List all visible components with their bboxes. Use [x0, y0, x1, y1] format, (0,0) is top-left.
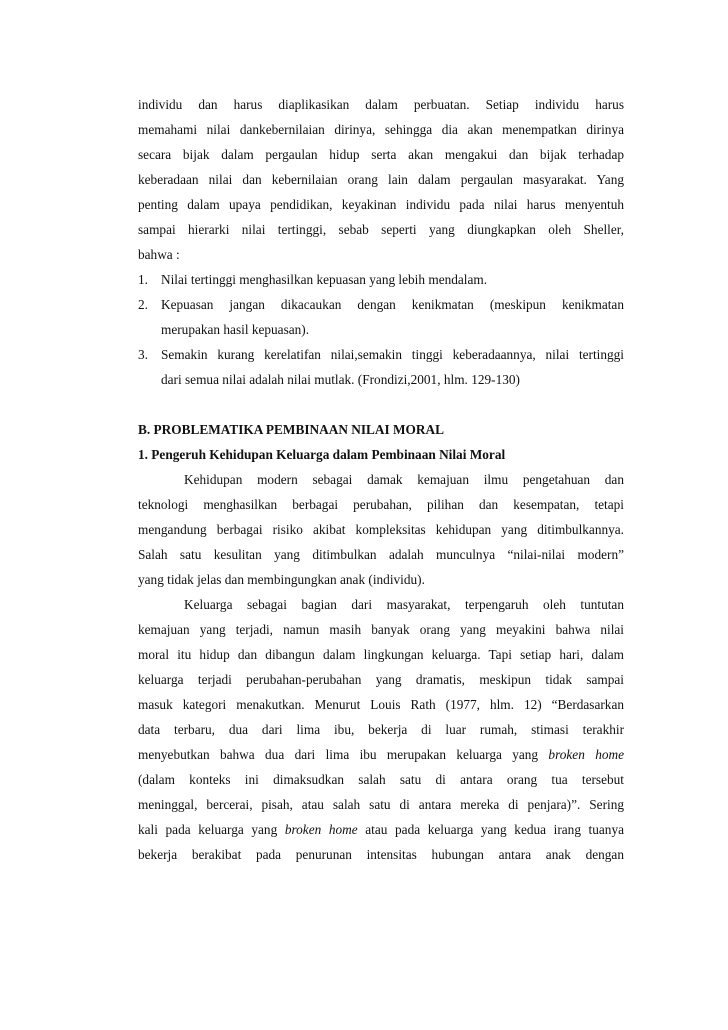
text-line: moral itu hidup dan dibangun dalam lingkungan keluarga. Tapi setiap hari, dalam	[138, 647, 624, 662]
document-page	[138, 92, 624, 867]
list-item-continuation: merupakan hasil kepuasan).	[161, 322, 310, 337]
list-item	[138, 292, 624, 317]
text-line: teknologi menghasilkan berbagai perubahan, pilihan dan kesempatan, tetapi	[138, 497, 624, 512]
text-line: memahami nilai dankebernilaian dirinya, sehingga dia akan menempatkan dirinya	[138, 122, 624, 137]
text-line: Keluarga sebagai bagian dari masyarakat, terpengaruh oleh tuntutan	[184, 597, 624, 612]
intro-paragraph	[138, 92, 624, 267]
section-subheading: 1. Pengeruh Kehidupan Keluarga dalam Pembinaan Nilai Moral	[138, 447, 506, 462]
list-item-continuation: dari semua nilai adalah nilai mutlak. (Frondizi,2001, hlm. 129-130)	[161, 372, 520, 387]
text-line: keberadaan nilai dan kebernilaian orang lain dalam pergaulan masyarakat. Yang	[138, 172, 624, 187]
text-segment: menyebutkan bahwa dua dari lima ibu merupakan keluarga yang	[138, 747, 549, 762]
numbered-list	[138, 267, 624, 392]
list-item	[138, 267, 624, 292]
text-line: masuk kategori menakutkan. Menurut Louis Rath (1977, hlm. 12) “Berdasarkan	[138, 697, 624, 712]
italic-term: broken home	[548, 747, 625, 762]
text-line: penting dalam upaya pendidikan, keyakinan individu pada nilai harus menyentuh	[138, 197, 624, 212]
text-line	[138, 817, 624, 842]
text-line: mengandung berbagai risiko akibat kompleksitas kehidupan yang ditimbulkannya.	[138, 522, 624, 537]
text-line: secara bijak dalam pergaulan hidup serta akan mengakui dan bijak terhadap	[138, 147, 624, 162]
text-line: meninggal, bercerai, pisah, atau salah satu di antara mereka di penjara)”. Sering	[138, 797, 624, 812]
list-item-text: Semakin kurang kerelatifan nilai,semakin tinggi keberadaannya, nilai tertinggi	[161, 347, 624, 362]
text-line	[138, 742, 624, 767]
section-heading: B. PROBLEMATIKA PEMBINAAN NILAI MORAL	[138, 422, 444, 437]
text-line: kemajuan yang terjadi, namun masih banyak orang yang meyakini bahwa nilai	[138, 622, 624, 637]
text-line: keluarga terjadi perubahan-perubahan yang dramatis, meskipun tidak sampai	[138, 672, 624, 687]
text-segment: atau pada keluarga yang kedua irang tuanya	[357, 822, 625, 837]
list-item	[138, 342, 624, 367]
text-line: data terbaru, dua dari lima ibu, bekerja di luar rumah, stimasi terakhir	[138, 722, 624, 737]
list-item-text: Nilai tertinggi menghasilkan kepuasan yang lebih mendalam.	[161, 272, 488, 287]
text-line: individu dan harus diaplikasikan dalam perbuatan. Setiap individu harus	[138, 97, 624, 112]
text-line: Salah satu kesulitan yang ditimbulkan adalah munculnya “nilai-nilai modern”	[138, 547, 624, 562]
text-line: Kehidupan modern sebagai damak kemajuan ilmu pengetahuan dan	[184, 472, 624, 487]
italic-term: broken home	[284, 822, 358, 837]
text-line: bahwa :	[138, 247, 180, 262]
text-line: sampai hierarki nilai tertinggi, sebab seperti yang diungkapkan oleh Sheller,	[138, 222, 624, 237]
paragraph-2	[138, 592, 624, 867]
list-number: 3.	[138, 347, 148, 362]
text-line: (dalam konteks ini dimaksudkan salah satu di antara orang tua tersebut	[138, 772, 624, 787]
list-number: 1.	[138, 272, 148, 287]
list-number: 2.	[138, 297, 148, 312]
text-line: bekerja berakibat pada penurunan intensitas hubungan antara anak dengan	[138, 847, 624, 862]
text-segment: kali pada keluarga yang	[138, 822, 285, 837]
text-line: yang tidak jelas dan membingungkan anak (individu).	[138, 572, 425, 587]
list-item-text: Kepuasan jangan dikacaukan dengan kenikmatan (meskipun kenikmatan	[161, 297, 624, 312]
spacer	[138, 392, 624, 417]
paragraph-1	[138, 467, 624, 592]
